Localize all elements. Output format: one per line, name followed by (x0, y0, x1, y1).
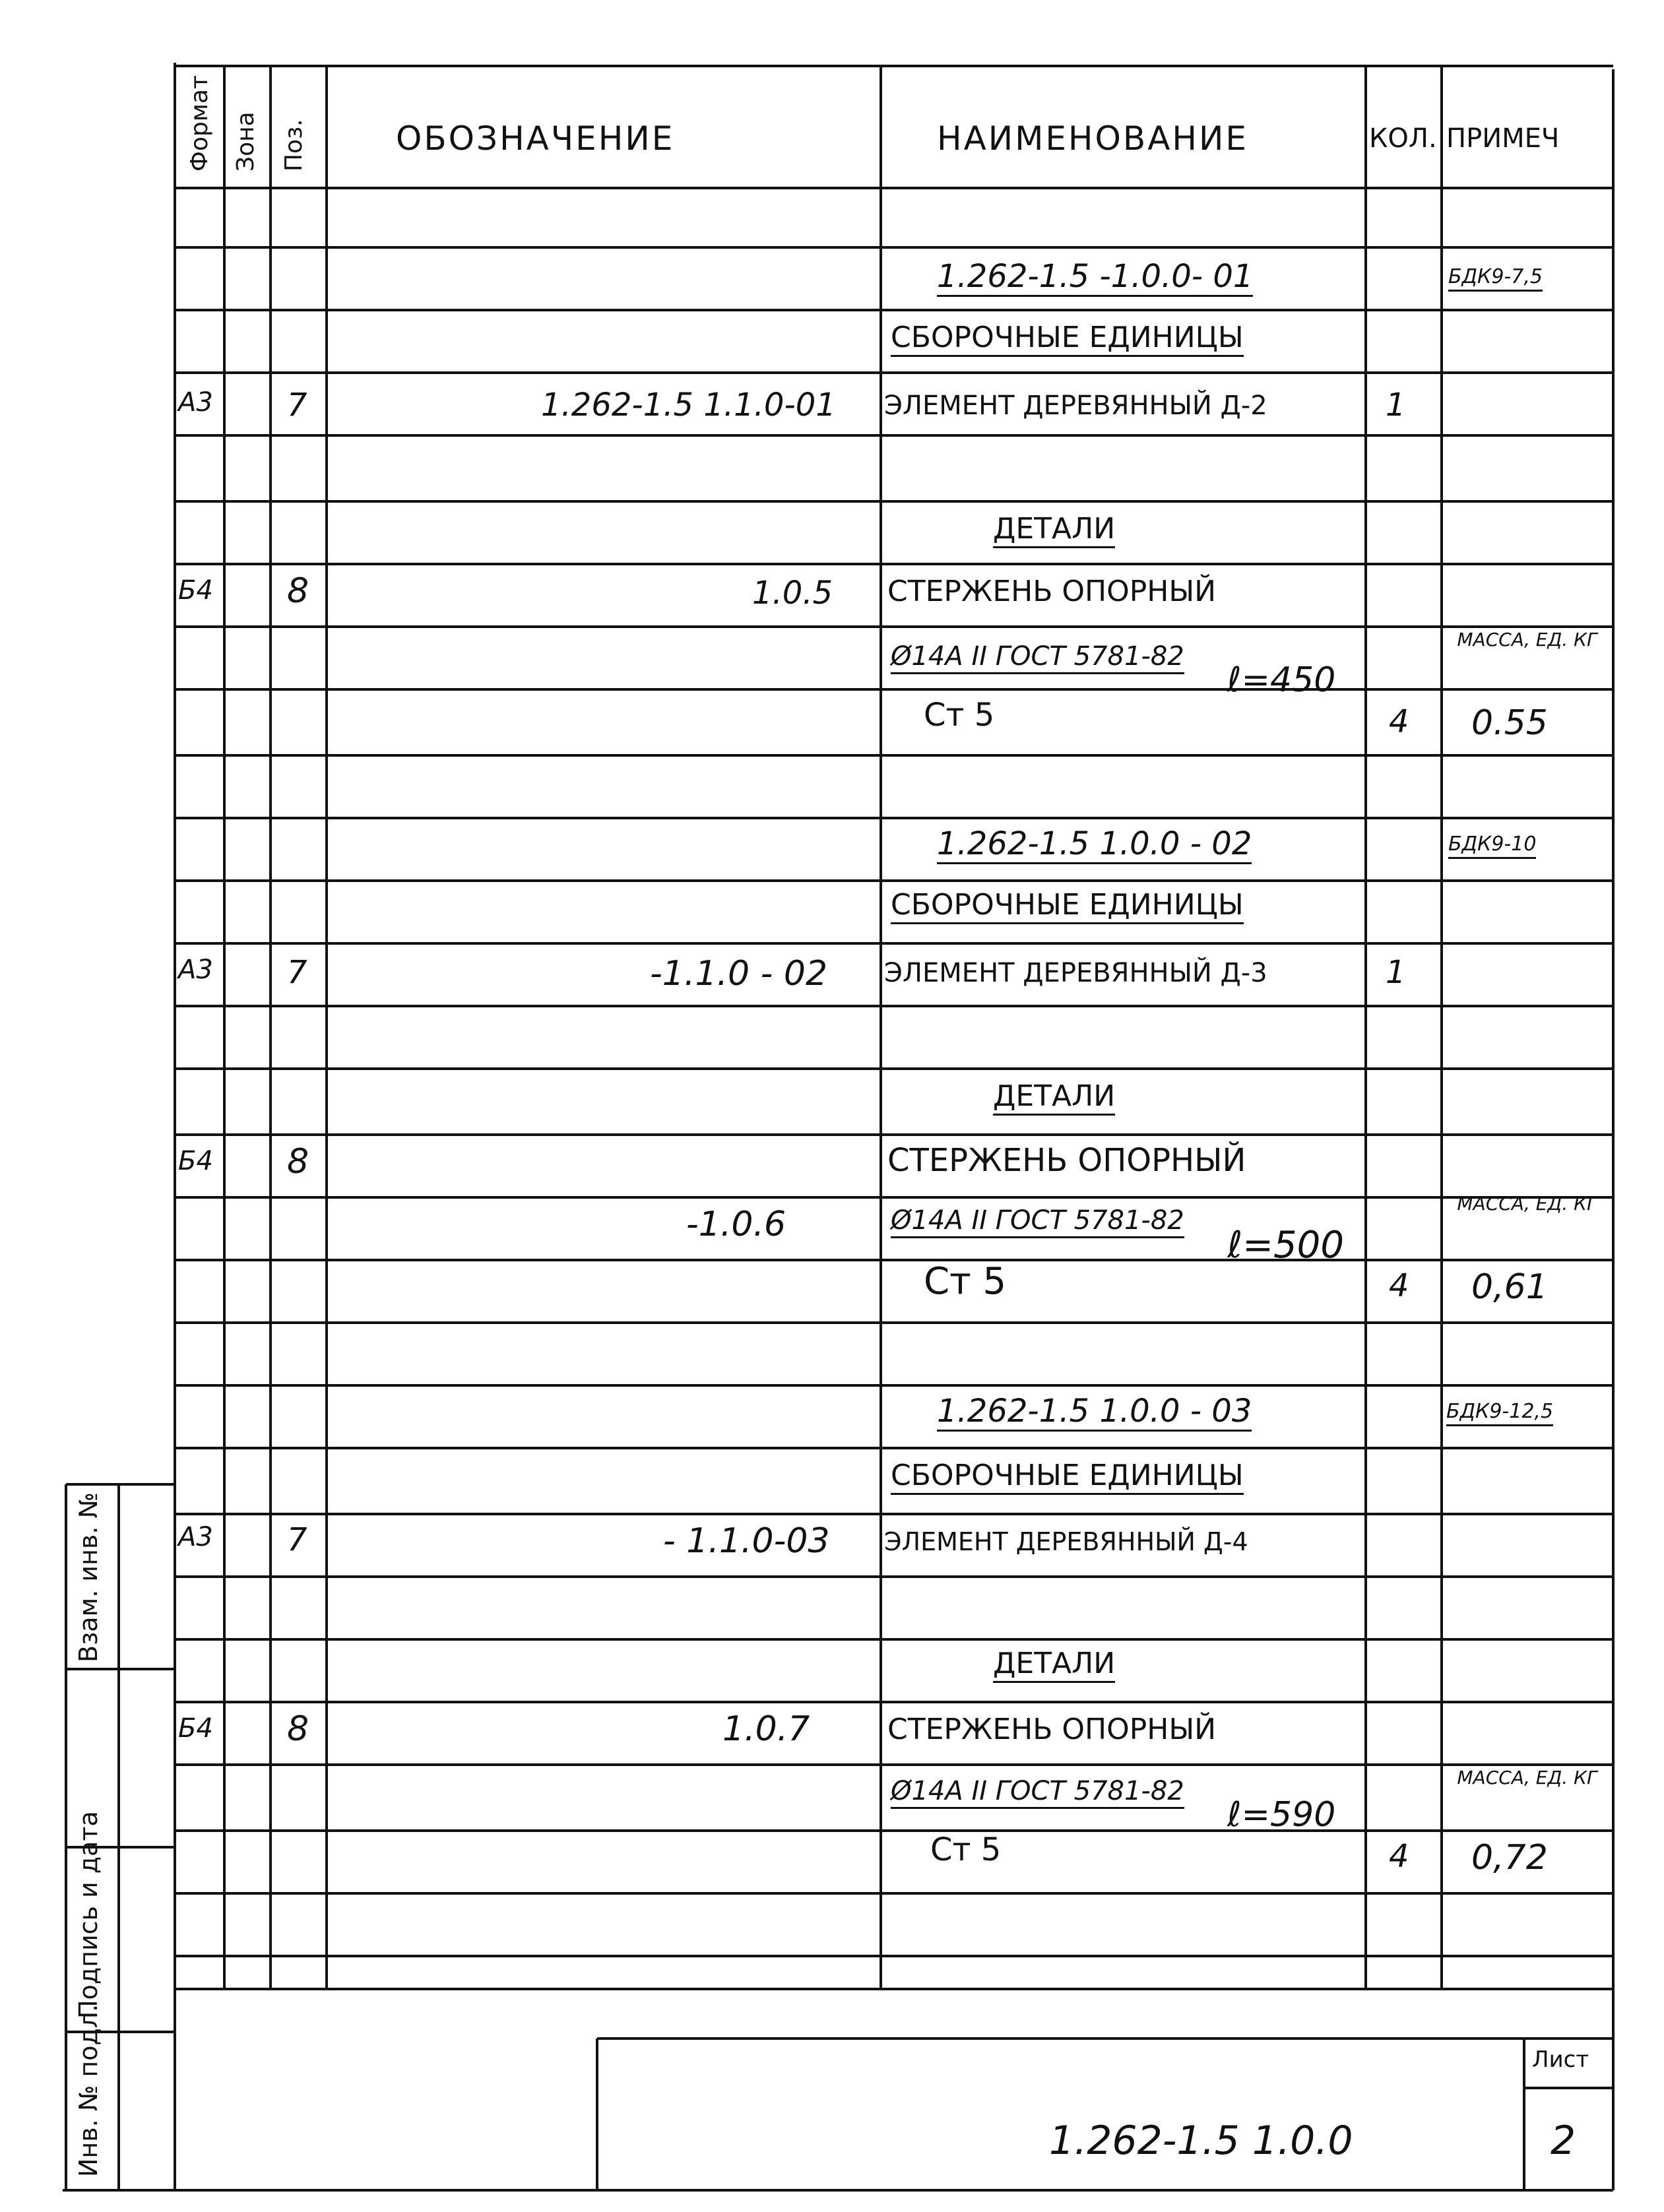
cell-designation: 1.262-1.5 1.1.0-01 (541, 387, 836, 424)
cell-name: СТЕРЖЕНЬ ОПОРНЫЙ (887, 1713, 1217, 1746)
cell-name: СТЕРЖЕНЬ ОПОРНЫЙ (887, 575, 1217, 608)
note-mass: 0.55 (1471, 703, 1548, 743)
material-spec: Ø14А II ГОСТ 5781-82 (891, 1778, 1184, 1809)
sheet-number: 2 (1551, 2118, 1576, 2164)
cell-designation: -1.1.0 - 02 (650, 954, 828, 994)
section-designation: 1.262-1.5 -1.0.0- 01 (937, 261, 1253, 297)
steel-grade: Ст 5 (930, 1831, 1002, 1868)
cell-pos: 7 (287, 954, 307, 991)
section-heading: ДЕТАЛИ (993, 1082, 1115, 1116)
section-designation: 1.262-1.5 1.0.0 - 02 (937, 828, 1252, 864)
cell-name: СТЕРЖЕНЬ ОПОРНЫЙ (887, 1142, 1246, 1179)
cell-designation: 1.0.5 (752, 575, 833, 612)
cell-format: А3 (178, 955, 213, 985)
section-heading: ДЕТАЛИ (993, 515, 1115, 548)
cell-name: ЭЛЕМЕНТ ДЕРЕВЯННЫЙ Д-3 (884, 958, 1267, 988)
header-name: НАИМЕНОВАНИЕ (937, 119, 1248, 158)
header-note: ПРИМЕЧ (1446, 123, 1560, 154)
cell-designation: 1.0.7 (722, 1709, 810, 1749)
cell-qty: 4 (1389, 1267, 1409, 1304)
cell-name: ЭЛЕМЕНТ ДЕРЕВЯННЫЙ Д-4 (884, 1527, 1248, 1556)
cell-designation: -1.0.6 (686, 1205, 786, 1244)
material-spec: Ø14А II ГОСТ 5781-82 (891, 643, 1184, 674)
section-heading: СБОРОЧНЫЕ ЕДИНИЦЫ (891, 891, 1244, 924)
steel-grade: Ст 5 (924, 697, 995, 734)
note-mass: 0,61 (1471, 1267, 1548, 1307)
section-heading: ДЕТАЛИ (993, 1649, 1115, 1683)
section-heading: СБОРОЧНЫЕ ЕДИНИЦЫ (891, 1461, 1244, 1495)
cell-designation: - 1.1.0-03 (663, 1521, 830, 1561)
cell-pos: 7 (287, 1521, 307, 1558)
cell-pos: 8 (287, 1709, 309, 1749)
cell-qty: 4 (1389, 1838, 1409, 1875)
side-stamp-vzam: Взам. инв. № (74, 1492, 103, 1662)
material-spec: Ø14А II ГОСТ 5781-82 (891, 1207, 1184, 1238)
note-mass: 0,72 (1471, 1838, 1548, 1878)
doc-code: 1.262-1.5 1.0.0 (1049, 2118, 1353, 2164)
note-product: БДК9-12,5 (1446, 1402, 1553, 1426)
length-value: ℓ=590 (1227, 1795, 1336, 1835)
section-heading: СБОРОЧНЫЕ ЕДИНИЦЫ (891, 323, 1244, 357)
note-product: БДК9-10 (1448, 835, 1536, 859)
note-mass-label: МАССА, ЕД. КГ (1457, 1767, 1597, 1788)
header-qty: КОЛ. (1369, 123, 1437, 154)
header-format: Формат (186, 75, 213, 172)
cell-format: А3 (178, 1522, 213, 1552)
sheet-label: Лист (1532, 2046, 1589, 2073)
side-stamp-sign-date: Подпись и дата (74, 1811, 103, 2019)
cell-qty: 1 (1386, 387, 1406, 424)
steel-grade: Ст 5 (924, 1260, 1007, 1303)
length-value: ℓ=500 (1227, 1224, 1344, 1267)
side-stamp-inv-podl: Инв. № подл. (74, 2004, 103, 2177)
cell-format: Б4 (178, 1146, 213, 1176)
section-designation: 1.262-1.5 1.0.0 - 03 (937, 1395, 1252, 1432)
note-mass-label: МАССА, ЕД. КГ (1457, 629, 1597, 650)
header-zone: Зона (232, 111, 259, 172)
cell-name: ЭЛЕМЕНТ ДЕРЕВЯННЫЙ Д-2 (884, 391, 1267, 421)
cell-format: Б4 (178, 575, 213, 606)
cell-pos: 8 (287, 1142, 309, 1182)
cell-qty: 4 (1389, 703, 1409, 740)
header-pos: Поз. (280, 119, 307, 172)
cell-pos: 7 (287, 387, 307, 424)
note-product: БДК9-7,5 (1448, 267, 1543, 292)
cell-format: А3 (178, 387, 213, 418)
cell-pos: 8 (287, 571, 309, 611)
note-mass-label: МАССА, ЕД. КГ (1457, 1193, 1597, 1215)
header-designation: ОБОЗНАЧЕНИЕ (396, 119, 675, 158)
cell-qty: 1 (1386, 954, 1406, 991)
cell-format: Б4 (178, 1713, 213, 1744)
length-value: ℓ=450 (1227, 660, 1336, 700)
